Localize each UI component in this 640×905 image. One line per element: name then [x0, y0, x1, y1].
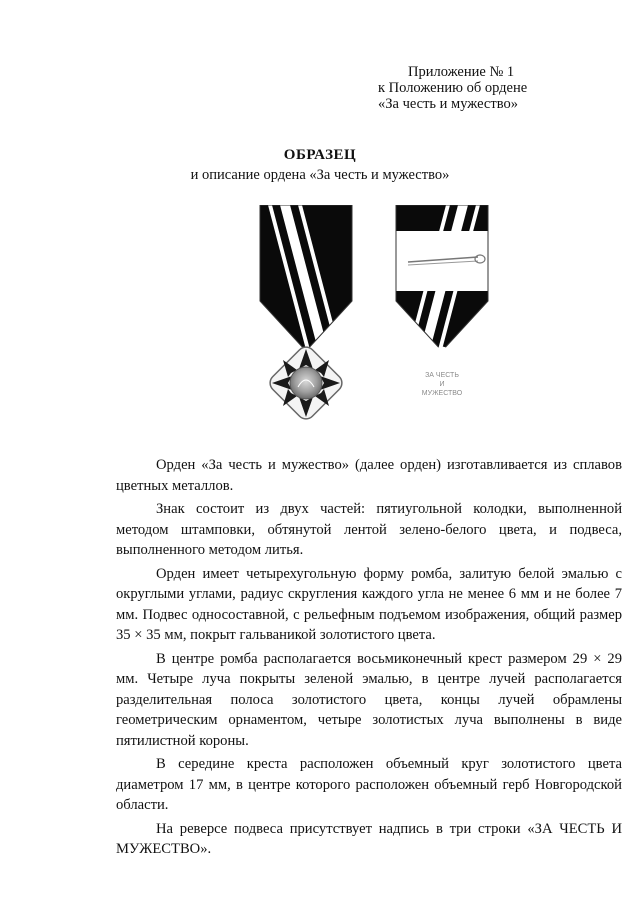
paragraph-shape: Орден имеет четырехугольную форму ромба, залитую белой эмалью с округлыми углами, радиус скругления каждого угла не менее 6 мм и не более 7 мм. Подвес односоставной, с рельефным подъемом изображения, общий размер 35 × 35 мм, покрыт гальваникой золотистого цвета. [116, 565, 622, 643]
paragraph-cross: В центре ромба располагается восьмиконечный крест размером 29 × 29 мм. Четыре луча покрыты зеленой эмалью, в центре лучей располагается разделительная полоса золотистого цвета, концы лучей обрамлены геометрическим орнаментом, четыре золотистых луча выполнены в виде пятилистной короны. [116, 650, 622, 749]
medal-reverse [402, 343, 481, 422]
paragraph-reverse: На реверсе подвеса присутствует надпись в три строки «ЗА ЧЕСТЬ И МУЖЕСТВО». [116, 820, 622, 857]
description-body [116, 455, 622, 863]
order-obverse-image [246, 205, 366, 445]
reverse-inscription-line1: ЗА ЧЕСТЬ [425, 372, 459, 379]
ribbon-reverse [382, 205, 502, 365]
appendix-number: Приложение № 1 [408, 64, 515, 80]
reverse-inscription-line3: МУЖЕСТВО [421, 390, 463, 397]
paragraph-materials: Орден «За честь и мужество» (далее орден) изготавливается из сплавов цветных металлов. [116, 457, 622, 494]
reverse-inscription-line2: И [439, 381, 445, 388]
appendix-reference: к Положению об ордене [378, 80, 528, 96]
paragraph-center-circle: В середине креста расположен объемный круг золотистого цвета диаметром 17 мм, в центре которого расположен объемный герб Новгородской области. [116, 756, 622, 813]
page-title: ОБРАЗЕЦ [283, 147, 357, 163]
page-subtitle: и описание ордена «За честь и мужество» [190, 167, 450, 183]
paragraph-parts: Знак состоит из двух частей: пятиугольной колодки, выполненной методом штамповки, обтянутой лентой зелено-белого цвета, и подвеса, выполненного методом литья. [116, 501, 622, 558]
medal-obverse [266, 343, 345, 422]
appendix-order-name: «За честь и мужество» [378, 96, 518, 112]
order-reverse-image [382, 205, 502, 445]
ribbon-obverse [246, 205, 366, 365]
appendix-header [378, 64, 578, 112]
